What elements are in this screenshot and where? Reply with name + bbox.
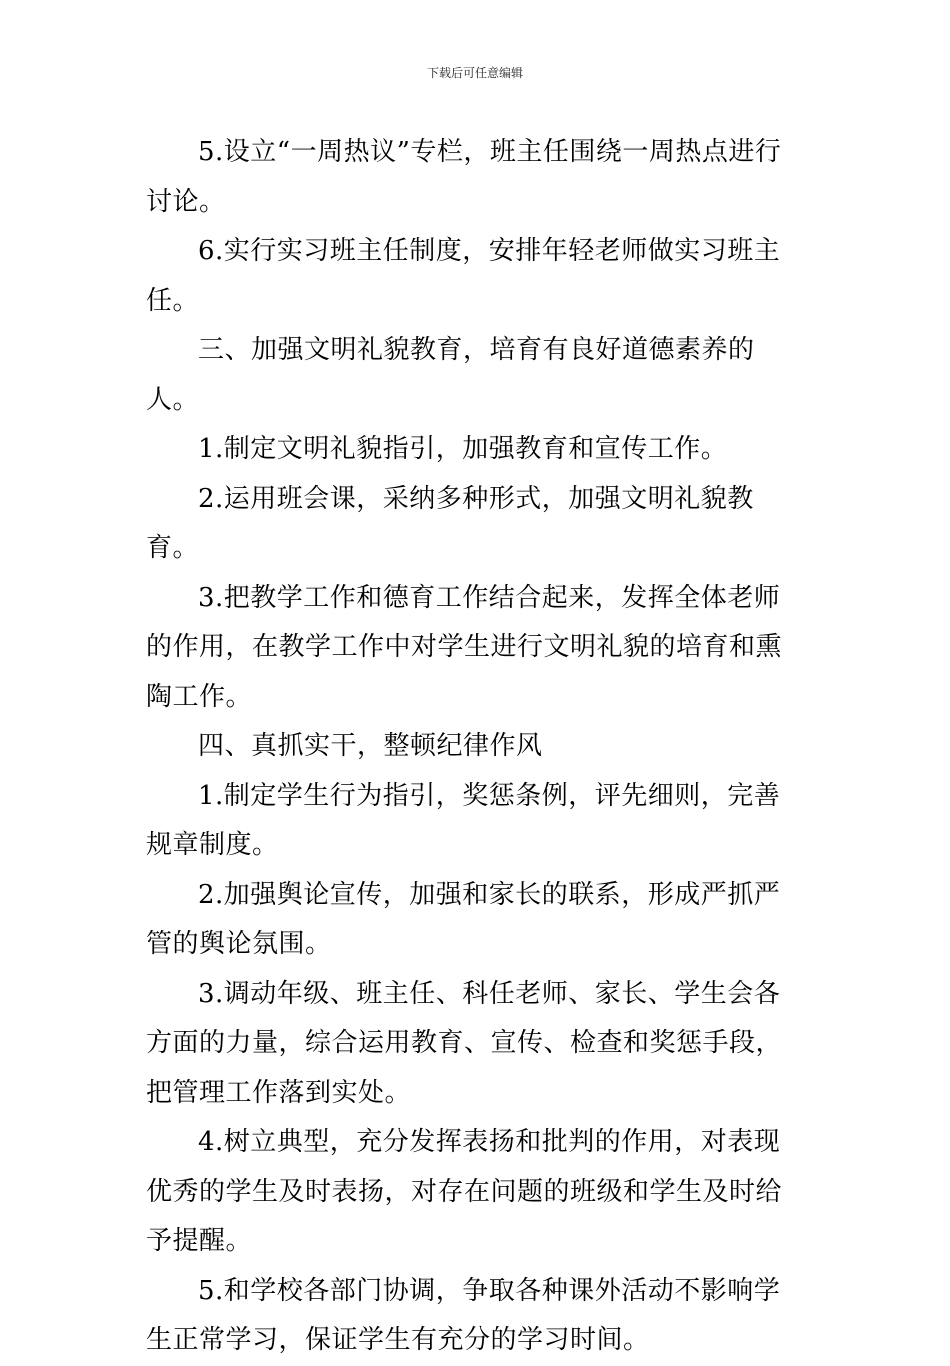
paragraph-item-3-coordination: 3.调动年级、班主任、科任老师、家长、学生会各方面的力量，综合运用教育、宣传、检查和奖惩手段，把管理工作落到实处。	[146, 978, 783, 1108]
paragraph-item-1-rules: 1.制定学生行为指引，奖惩条例，评先细则，完善规章制度。	[146, 780, 781, 860]
paragraph-item-1-guideline: 1.制定文明礼貌指引，加强教育和宣传工作。	[198, 434, 728, 464]
section-heading-4: 四、真抓实干，整顿纪律作风	[198, 731, 543, 761]
paragraph-item-4-role-models: 4.树立典型，充分发挥表扬和批判的作用，对表现优秀的学生及时表扬，对存在问题的班级和学生及时给予提醒。	[146, 1127, 783, 1256]
paragraph-item-5-forum: 5.设立“一周热议”专栏，班主任围绕一周热点进行讨论。	[146, 137, 782, 217]
page-header-note: 下载后可任意编辑	[426, 66, 523, 80]
paragraph-item-2-class-meeting: 2.运用班会课，采纳多种形式，加强文明礼貌教育。	[146, 483, 754, 563]
paragraph-item-2-publicity: 2.加强舆论宣传，加强和家长的联系，形成严抓严管的舆论氛围。	[146, 879, 781, 959]
paragraph-item-3-teaching: 3.把教学工作和德育工作结合起来，发挥全体老师的作用，在教学工作中对学生进行文明礼貌的培育和熏陶工作。	[146, 582, 783, 712]
document-body	[146, 128, 806, 1366]
paragraph-item-6-intern-teacher: 6.实行实习班主任制度，安排年轻老师做实习班主任。	[146, 236, 781, 316]
section-heading-3: 三、加强文明礼貌教育，培育有良好道德素养的人。	[146, 335, 755, 415]
paragraph-item-5-study-time: 5.和学校各部门协调，争取各种课外活动不影响学生正常学习，保证学生有充分的学习时间。	[146, 1275, 781, 1355]
